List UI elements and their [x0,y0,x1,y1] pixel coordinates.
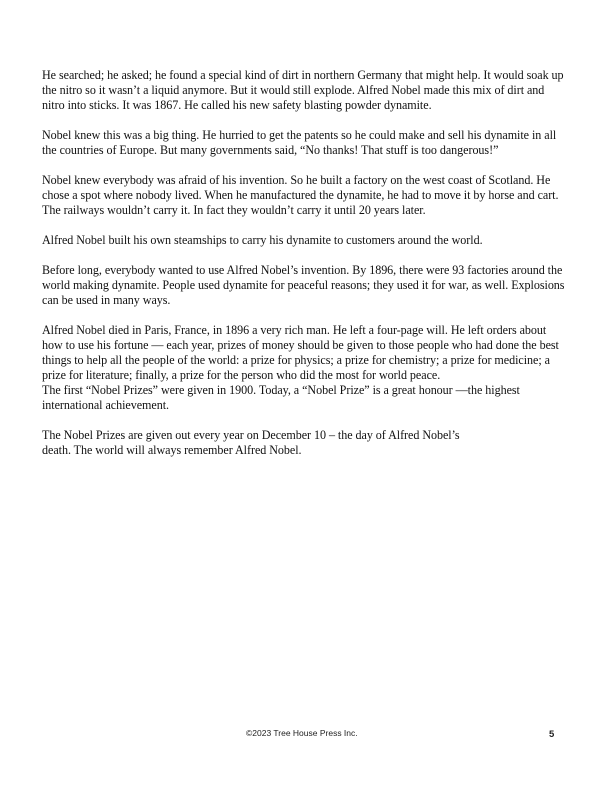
paragraph-factories: Before long, everybody wanted to use Alfred Nobel’s invention. By 1896, there were 93 factories around the world making dynamite. People used dynamite for peaceful reasons; they used it for war, as well. Explosions can be used in many ways. [42,263,565,307]
copyright-footer: ©2023 Tree House Press Inc. [246,728,358,738]
paragraph-first-prizes: The first “Nobel Prizes” were given in 1900. Today, a “Nobel Prize” is a great honour —the highest international achievement. [42,383,520,412]
paragraph-scotland-factory: Nobel knew everybody was afraid of his invention. So he built a factory on the west coast of Scotland. He chose a spot where nobody lived. When he manufactured the dynamite, he had to move it by horse and cart. The railways wouldn’t carry it. In fact they wouldn’t carry it until 20 years later. [42,173,559,217]
paragraph-will: Alfred Nobel died in Paris, France, in 1896 a very rich man. He left a four-page will. He left orders about how to use his fortune — each year, prizes of money should be given to those people who had done the best things to help all the people of the world: a prize for physics; a prize for chemistry; a prize for medicine; a prize for literature; finally, a prize for the person who did the most for world peace. [42,323,559,382]
page-number: 5 [549,729,555,740]
paragraph-december-line2: death. The world will always remember Alfred Nobel. [42,443,302,457]
paragraph-december-line1: The Nobel Prizes are given out every year on December 10 – the day of Alfred Nobel’s [42,428,460,442]
body-text [42,68,568,473]
paragraph-steamships: Alfred Nobel built his own steamships to carry his dynamite to customers around the world. [42,233,483,247]
paragraph-dynamite-invention: He searched; he asked; he found a special kind of dirt in northern Germany that might help. It would soak up the nitro so it wasn’t a liquid anymore. But it would still explode. Alfred Nobel made this mix of dirt and nitro into sticks. It was 1867. He called his new safety blasting powder dynamite. [42,68,564,112]
paragraph-patents: Nobel knew this was a big thing. He hurried to get the patents so he could make and sell his dynamite in all the countries of Europe. But many governments said, “No thanks! That stuff is too dangerous!” [42,128,557,157]
